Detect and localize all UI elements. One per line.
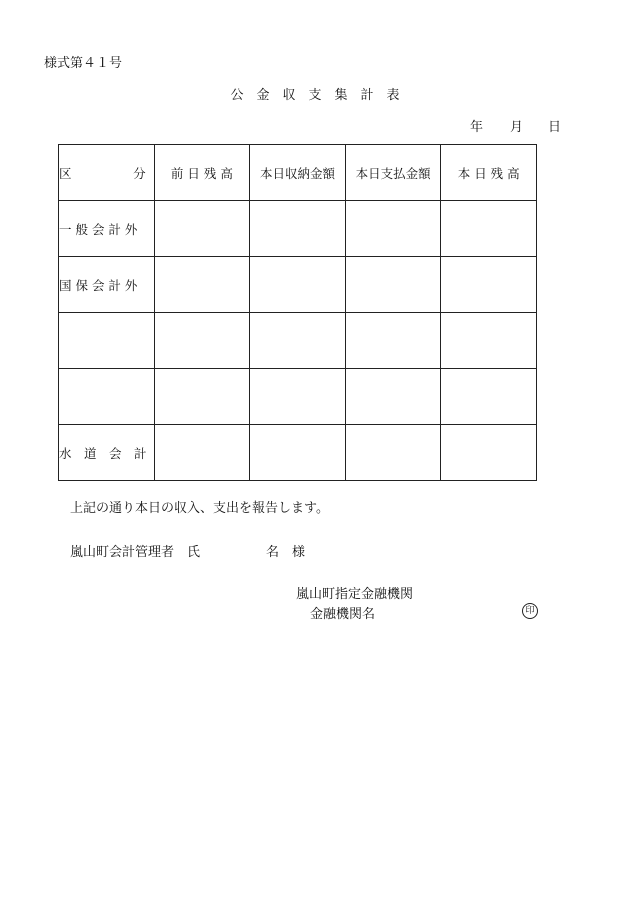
cell-prev-balance[interactable]: [154, 257, 250, 313]
date-month-label: 月: [510, 120, 524, 135]
header-category-right: 分: [133, 165, 146, 181]
date-day-label: 日: [548, 120, 562, 135]
addressee-line: [70, 541, 305, 560]
cell-payments[interactable]: [345, 257, 441, 313]
cell-receipts[interactable]: [250, 257, 346, 313]
row-label: [59, 369, 155, 425]
header-category: [59, 145, 155, 201]
header-prev-balance: 前 日 残 高: [154, 145, 250, 201]
cell-payments[interactable]: [345, 369, 441, 425]
table-row: [59, 313, 537, 369]
header-category-left: 区: [59, 165, 72, 181]
cell-payments[interactable]: [345, 201, 441, 257]
row-label: 国 保 会 計 外: [59, 257, 155, 313]
header-balance: 本 日 残 高: [441, 145, 537, 201]
report-statement: 上記の通り本日の収入、支出を報告します。: [70, 501, 329, 516]
cell-receipts[interactable]: [250, 201, 346, 257]
cell-balance[interactable]: [441, 201, 537, 257]
header-payments: 本日支払金額: [345, 145, 441, 201]
cell-receipts[interactable]: [250, 313, 346, 369]
cell-balance[interactable]: [441, 313, 537, 369]
row-label: 一 般 会 計 外: [59, 201, 155, 257]
cell-prev-balance[interactable]: [154, 425, 250, 481]
row-label: [59, 313, 155, 369]
table-row: [59, 425, 537, 481]
row-label: 水 道 会 計: [59, 425, 155, 481]
form-number: 様式第４１号: [44, 56, 123, 71]
cell-receipts[interactable]: [250, 369, 346, 425]
cell-prev-balance[interactable]: [154, 201, 250, 257]
date-year-label: 年: [470, 120, 484, 135]
date-line: [470, 116, 561, 135]
cell-balance[interactable]: [441, 425, 537, 481]
table-header-row: [59, 145, 537, 201]
table-row: [59, 257, 537, 313]
cell-payments[interactable]: [345, 313, 441, 369]
table-row: [59, 201, 537, 257]
ledger-table: [58, 144, 537, 481]
cell-payments[interactable]: [345, 425, 441, 481]
addressee-suffix: 名 様: [266, 545, 306, 560]
bank-name-label: 金融機関名: [310, 607, 376, 622]
cell-balance[interactable]: [441, 369, 537, 425]
cell-balance[interactable]: [441, 257, 537, 313]
table-row: [59, 369, 537, 425]
page-title: 公 金 収 支 集 計 表: [230, 88, 400, 103]
cell-prev-balance[interactable]: [154, 313, 250, 369]
bank-organization: 嵐山町指定金融機関: [296, 587, 414, 602]
header-receipts: 本日収納金額: [250, 145, 346, 201]
cell-prev-balance[interactable]: [154, 369, 250, 425]
cell-receipts[interactable]: [250, 425, 346, 481]
seal-mark: 印: [522, 603, 538, 619]
addressee-prefix: 嵐山町会計管理者 氏: [70, 545, 201, 560]
